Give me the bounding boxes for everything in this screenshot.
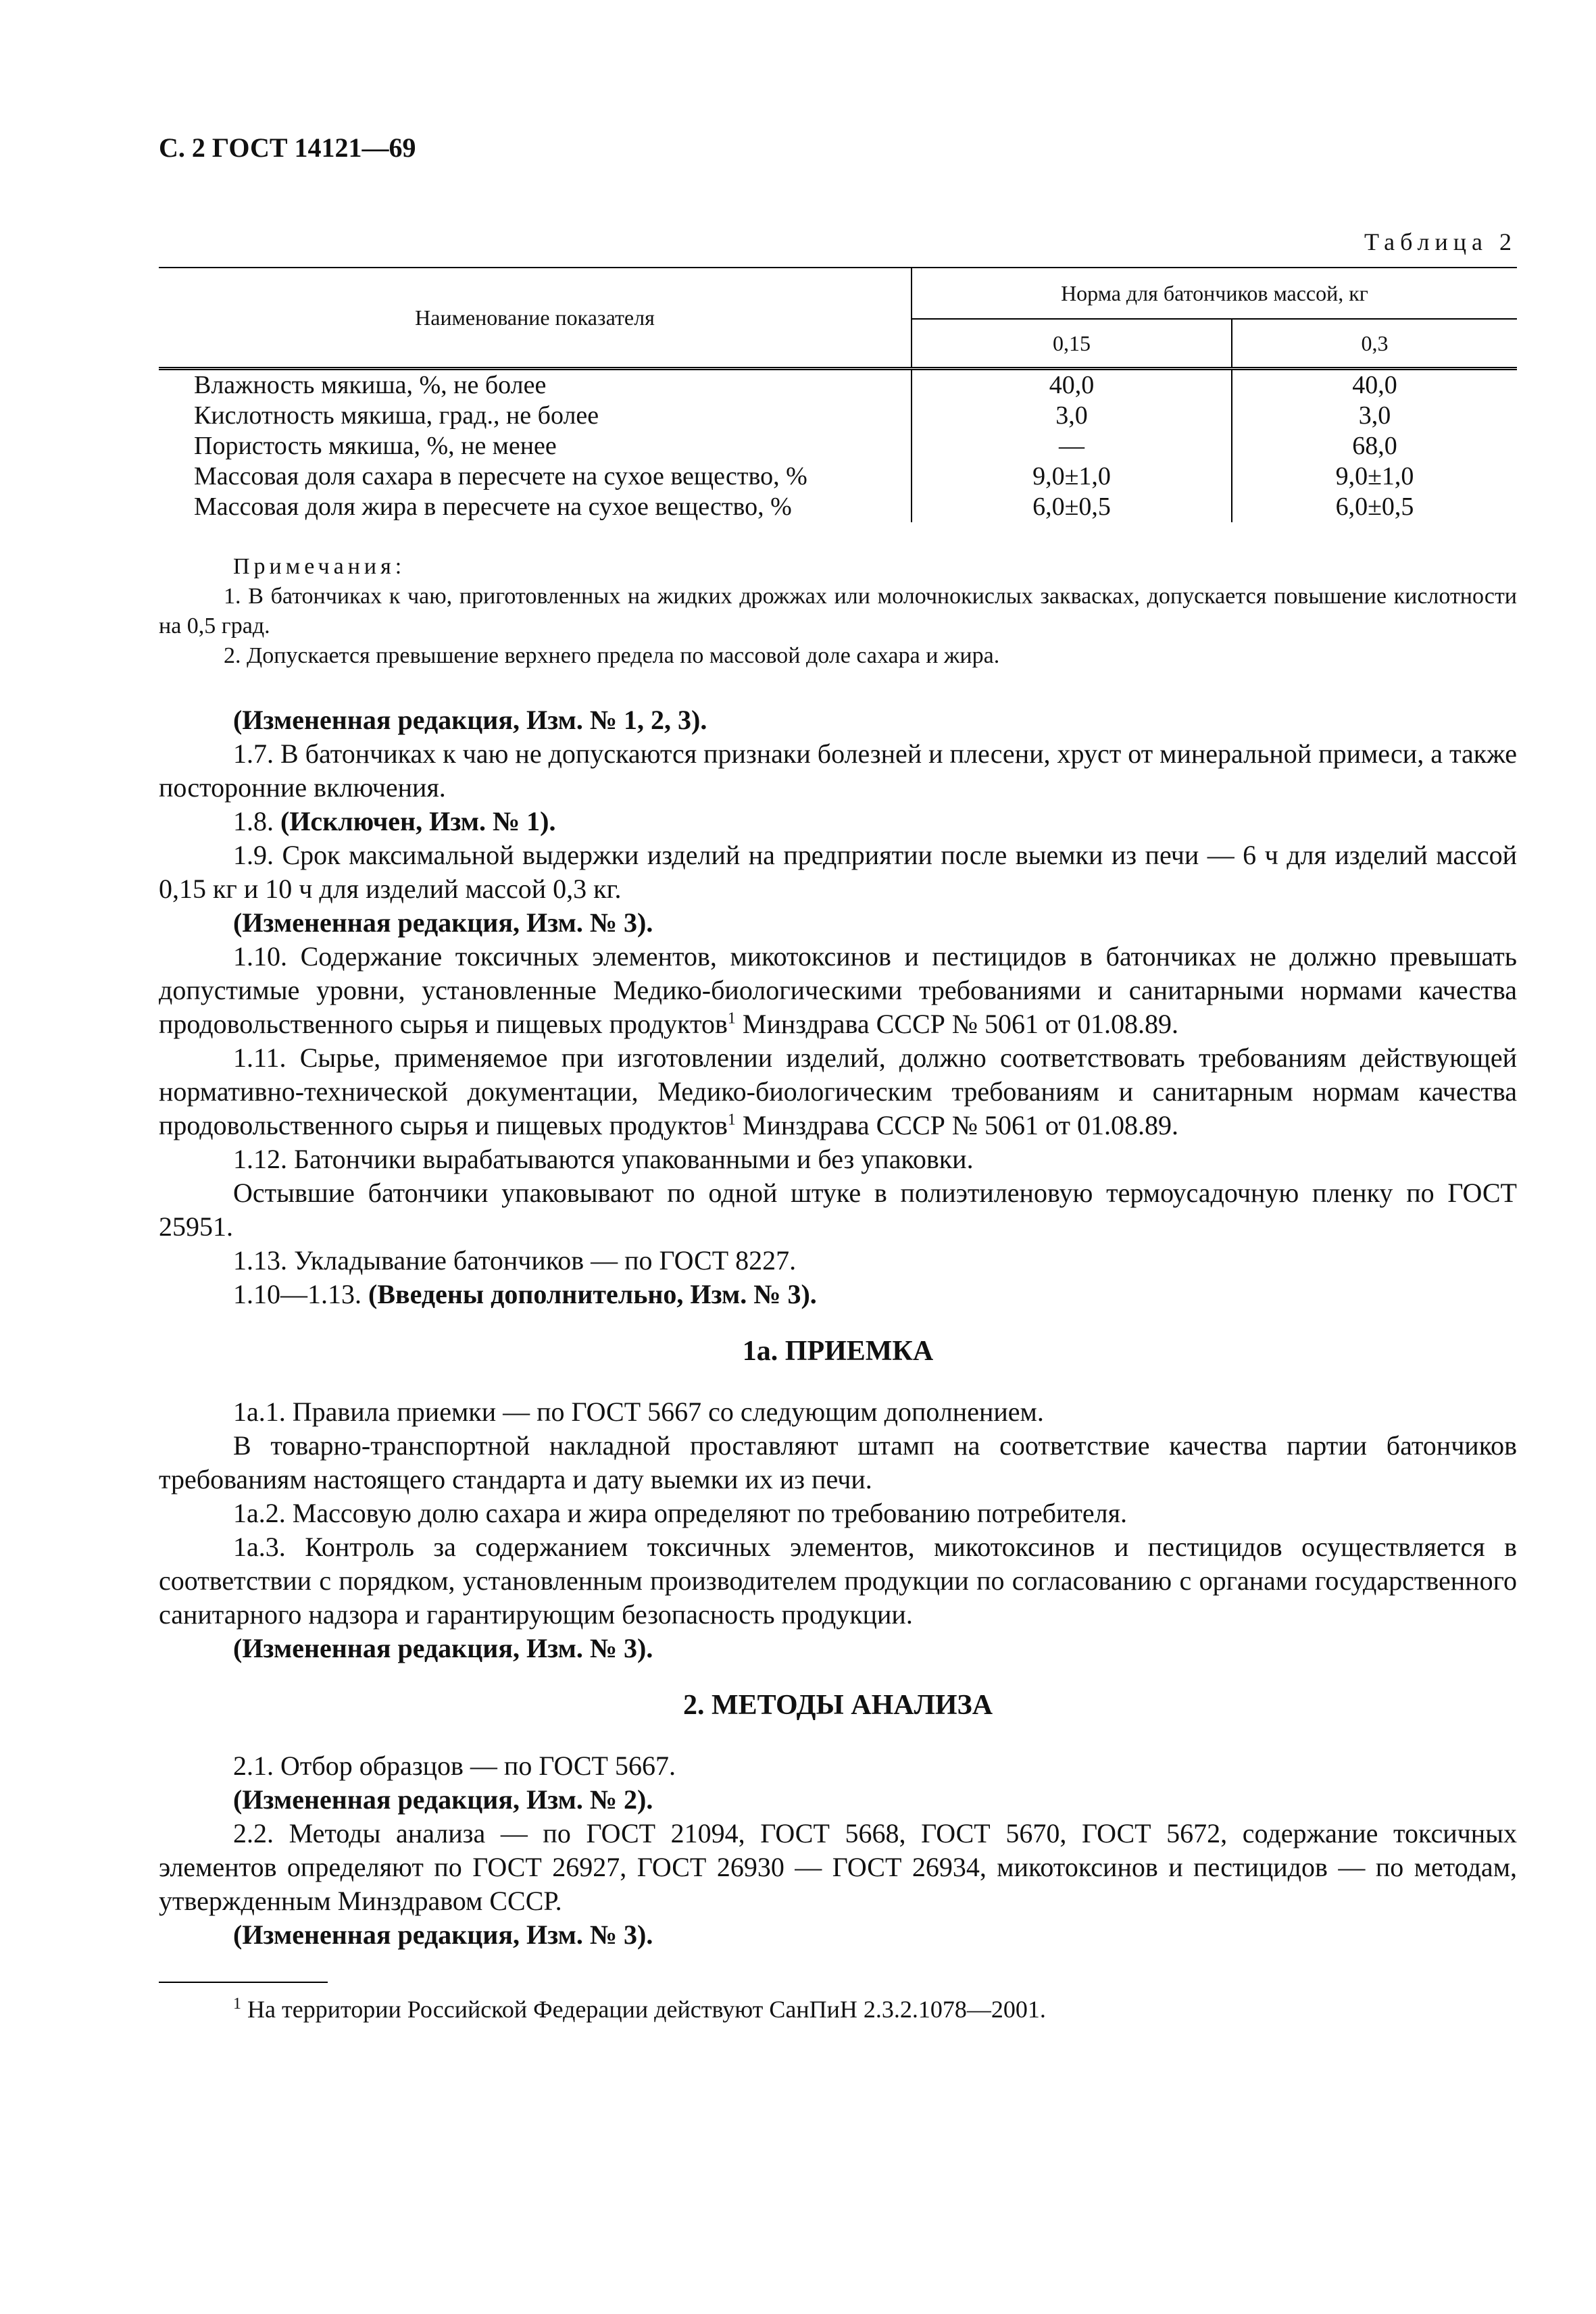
- clause-1a-1-text: В товарно-транспортной накладной проставляют штамп на соответствие качества партии батончиков требованиям настоящего стандарта и дату выемки их из печи.: [159, 1430, 1517, 1494]
- clause-text: 1.11. Сырье, применяемое при изготовлении изделий, должно соответствовать требованиям действующей нормативно-технической документации, Медико-биологическим требованиям и санитарным нормам качества продовольственного сырья и пищевых продуктов: [159, 1042, 1517, 1140]
- clause-number: 1.10—1.13.: [233, 1279, 361, 1309]
- table-caption: Таблица 2: [1364, 228, 1517, 255]
- clause-1-12-text: Остывшие батончики упаковывают по одной штуке в полиэтиленовую термоусадочную пленку по ГОСТ 25951.: [159, 1178, 1517, 1242]
- clause-1a-1: 1а.1. Правила приемки — по ГОСТ 5667 со следующим дополнением.: [233, 1397, 1044, 1427]
- row-value-015: 3,0: [912, 401, 1232, 431]
- column-header-03: 0,3: [1232, 319, 1517, 369]
- row-value-015: 6,0±0,5: [912, 492, 1232, 522]
- row-name: Массовая доля сахара в пересчете на сухое вещество, %: [159, 461, 912, 492]
- clause-text: Минздрава СССР № 5061 от 01.08.89.: [735, 1110, 1178, 1140]
- row-name: Влажность мякиша, %, не более: [159, 369, 912, 401]
- clause-text: 1.10. Содержание токсичных элементов, микотоксинов и пестицидов в батончиках не должно превышать допустимые уровни, установленные Медико-биологическими требованиями и санитарными нормами качества продовольственного сырья и пищевых продуктов: [159, 941, 1517, 1039]
- notes-title: Примечания:: [233, 554, 406, 579]
- clause-1-8: [159, 805, 1517, 838]
- row-value-03: 9,0±1,0: [1335, 462, 1414, 491]
- footnote-divider: [159, 1982, 328, 1983]
- page-header: С. 2 ГОСТ 14121—69: [159, 132, 416, 163]
- clause-1-9: 1.9. Срок максимальной выдержки изделий на предприятии после выемки из печи — 6 ч для изделий массой 0,15 кг и 10 ч для изделий массой 0,3 кг.: [159, 840, 1517, 904]
- row-value-03: 3,0: [1358, 401, 1391, 430]
- column-header-015: 0,15: [912, 319, 1232, 369]
- section-heading-acceptance: 1а. ПРИЕМКА: [742, 1336, 934, 1367]
- clause-1-8-status: (Исключен, Изм. № 1).: [280, 806, 556, 836]
- document-page: [159, 132, 1517, 2023]
- note-2: 2. Допускается превышение верхнего предела по массовой доле сахара и жира.: [224, 643, 1000, 668]
- table-row: [159, 492, 1517, 522]
- document-body: [159, 703, 1517, 1952]
- footnote-mark: 1: [233, 1995, 241, 2013]
- row-value-03: 6,0±0,5: [1335, 493, 1414, 521]
- norms-table: [159, 267, 1517, 522]
- clause-1-11: [159, 1041, 1517, 1142]
- row-value-015: —: [912, 431, 1232, 461]
- row-name: Пористость мякиша, %, не менее: [159, 431, 912, 461]
- clause-number: 1.8.: [233, 806, 274, 836]
- edition-note: (Измененная редакция, Изм. № 2).: [233, 1784, 653, 1815]
- footnote: [159, 1995, 1517, 2023]
- clause-1-7: 1.7. В батончиках к чаю не допускаются признаки болезней и плесени, хруст от минеральной примеси, а также посторонние включения.: [159, 738, 1517, 803]
- table-row: [159, 401, 1517, 431]
- clause-1-13: 1.13. Укладывание батончиков — по ГОСТ 8227.: [233, 1245, 797, 1276]
- edition-note: (Измененная редакция, Изм. № 3).: [233, 907, 653, 938]
- table-notes: [159, 552, 1517, 671]
- row-name: Массовая доля жира в пересчете на сухое вещество, %: [159, 492, 912, 522]
- footnote-text: На территории Российской Федерации действуют СанПиН 2.3.2.1078—2001.: [241, 1996, 1046, 2023]
- clause-1a-2: 1а.2. Массовую долю сахара и жира определяют по требованию потребителя.: [233, 1498, 1128, 1528]
- clause-1-12: 1.12. Батончики вырабатываются упакованными и без упаковки.: [233, 1144, 974, 1174]
- column-header-group: Норма для батончиков массой, кг: [912, 268, 1517, 319]
- edition-note: (Измененная редакция, Изм. № 3).: [233, 1633, 653, 1663]
- row-name: Кислотность мякиша, град., не более: [159, 401, 912, 431]
- table-row: [159, 431, 1517, 461]
- row-value-015: 40,0: [912, 369, 1232, 401]
- edition-note: (Измененная редакция, Изм. № 3).: [233, 1919, 653, 1950]
- section-heading-methods: 2. МЕТОДЫ АНАЛИЗА: [682, 1690, 993, 1721]
- clause-1a-3: 1а.3. Контроль за содержанием токсичных элементов, микотоксинов и пестицидов осуществляется в соответствии с порядком, установленным производителем продукции по согласованию с органами государственного санитарного надзора и гарантирующим безопасность продукции.: [159, 1532, 1517, 1630]
- table-row: [159, 461, 1517, 492]
- clause-text: Минздрава СССР № 5061 от 01.08.89.: [735, 1009, 1178, 1039]
- footnote-marker: 1: [727, 1111, 736, 1129]
- footnote-marker: 1: [727, 1009, 736, 1028]
- note-1: 1. В батончиках к чаю, приготовленных на жидких дрожжах или молочнокислых заквасках, допускается повышение кислотности на 0,5 град.: [159, 584, 1517, 638]
- edition-note: (Измененная редакция, Изм. № 1, 2, 3).: [233, 705, 707, 735]
- clause-status: (Введены дополнительно, Изм. № 3).: [368, 1279, 817, 1309]
- clause-2-1: 2.1. Отбор образцов — по ГОСТ 5667.: [233, 1751, 676, 1781]
- row-value-03: 68,0: [1352, 432, 1397, 460]
- row-value-03: 40,0: [1352, 371, 1397, 399]
- row-value-015: 9,0±1,0: [912, 461, 1232, 492]
- column-header-name: Наименование показателя: [159, 268, 912, 369]
- clause-1-10: [159, 940, 1517, 1041]
- clauses-1-10-1-13: [159, 1278, 1517, 1311]
- clause-2-2: 2.2. Методы анализа — по ГОСТ 21094, ГОСТ 5668, ГОСТ 5670, ГОСТ 5672, содержание токсичных элементов определяют по ГОСТ 26927, ГОСТ 26930 — ГОСТ 26934, микотоксинов и пестицидов — по методам, утвержденным Минздравом СССР.: [159, 1818, 1517, 1916]
- table-row: [159, 369, 1517, 401]
